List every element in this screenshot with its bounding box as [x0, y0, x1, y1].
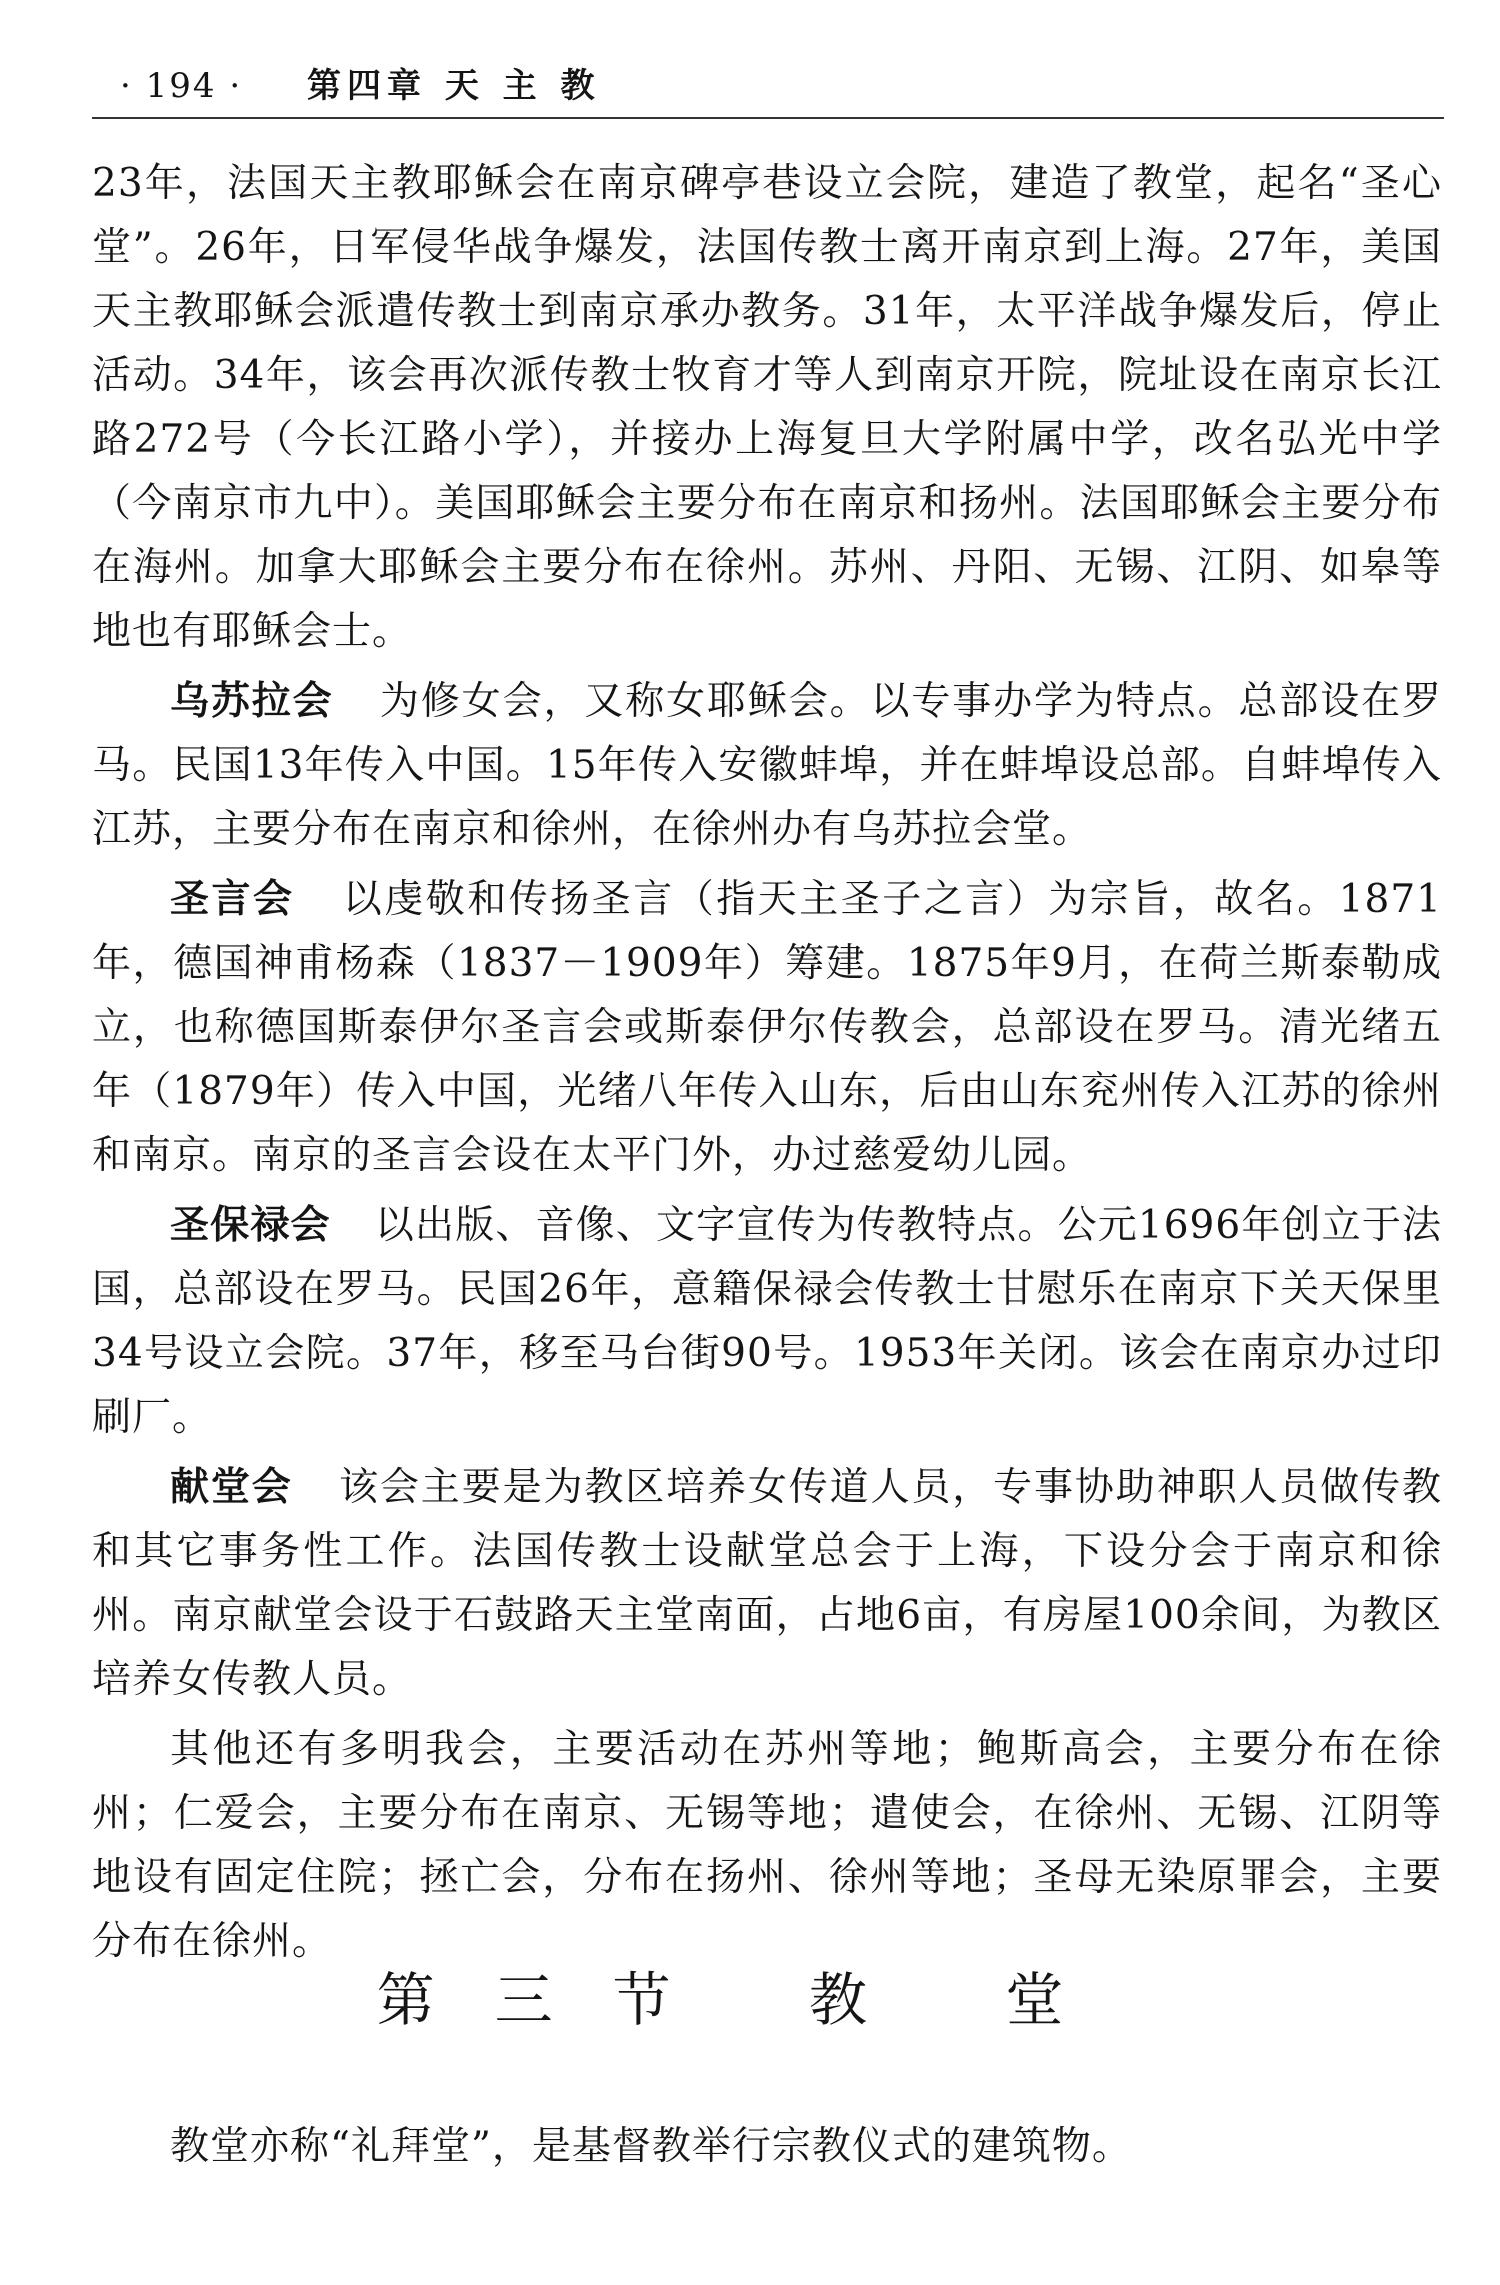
entry-term: 圣言会 [170, 877, 295, 922]
paragraph-presentation [92, 1456, 1442, 1712]
entry-term: 圣保禄会 [170, 1203, 331, 1248]
body-text [92, 152, 1442, 1980]
page-number: · 194 · [120, 66, 243, 106]
entry-term: 献堂会 [170, 1465, 293, 1510]
paragraph-pauline [92, 1194, 1442, 1450]
paragraph-text: 该会主要是为教区培养女传道人员，专事协助神职人员做传教和其它事务性工作。法国传教士设献堂总会于上海，下设分会于南京和徐州。南京献堂会设于石鼓路天主堂南面，占地6亩，有房屋100余间，为教区培养女传教人员。 [92, 1465, 1442, 1702]
paragraph-text: 23年，法国天主教耶稣会在南京碑亭巷设立会院，建造了教堂，起名“圣心堂”。26年，日军侵华战争爆发，法国传教士离开南京到上海。27年，美国天主教耶稣会派遣传教士到南京承办教务。31年，太平洋战争爆发后，停止活动。34年，该会再次派传教士牧育才等人到南京开院，院址设在南京长江路272号（今长江路小学），并接办上海复旦大学附属中学，改名弘光中学（今南京市九中）。美国耶稣会主要分布在南京和扬州。法国耶稣会主要分布在海州。加拿大耶稣会主要分布在徐州。苏州、丹阳、无锡、江阴、如皋等地也有耶稣会士。 [92, 161, 1442, 654]
paragraph-text: 为修女会，又称女耶稣会。以专事办学为特点。总部设在罗马。民国13年传入中国。15年传入安徽蚌埠，并在蚌埠设总部。自蚌埠传入江苏，主要分布在南京和徐州，在徐州办有乌苏拉会堂。 [92, 679, 1442, 852]
entry-term: 乌苏拉会 [170, 679, 334, 724]
page-header [92, 60, 1442, 112]
chapter-title: 第四章 天 主 教 [307, 66, 601, 106]
paragraph-others [92, 1718, 1442, 1974]
paragraph-text: 其他还有多明我会，主要活动在苏州等地；鲍斯高会，主要分布在徐州；仁爱会，主要分布在南京、无锡等地；遣使会，在徐州、无锡、江阴等地设有固定住院；拯亡会，分布在扬州、徐州等地；圣母无染原罪会，主要分布在徐州。 [92, 1727, 1442, 1964]
paragraph-divine-word [92, 868, 1442, 1188]
paragraph-text: 以虔敬和传扬圣言（指天主圣子之言）为宗旨，故名。1871年，德国神甫杨森（1837－1909年）筹建。1875年9月，在荷兰斯泰勒成立，也称德国斯泰伊尔圣言会或斯泰伊尔传教会，总部设在罗马。清光绪五年（1879年）传入中国，光绪八年传入山东，后由山东兖州传入江苏的徐州和南京。南京的圣言会设在太平门外，办过慈爱幼儿园。 [92, 877, 1442, 1178]
section-heading: 第三节 教 堂 [376, 1966, 1124, 2034]
header-rule [92, 117, 1444, 119]
paragraph-text: 以出版、音像、文字宣传为传教特点。公元1696年创立于法国，总部设在罗马。民国26年，意籍保禄会传教士甘慰乐在南京下关天保里34号设立会院。37年，移至马台街90号。1953年关闭。该会在南京办过印刷厂。 [92, 1203, 1442, 1440]
section-intro: 教堂亦称“礼拜堂”，是基督教举行宗教仪式的建筑物。 [170, 2124, 1132, 2169]
paragraph-jesuits [92, 152, 1442, 664]
paragraph-ursulines [92, 670, 1442, 862]
